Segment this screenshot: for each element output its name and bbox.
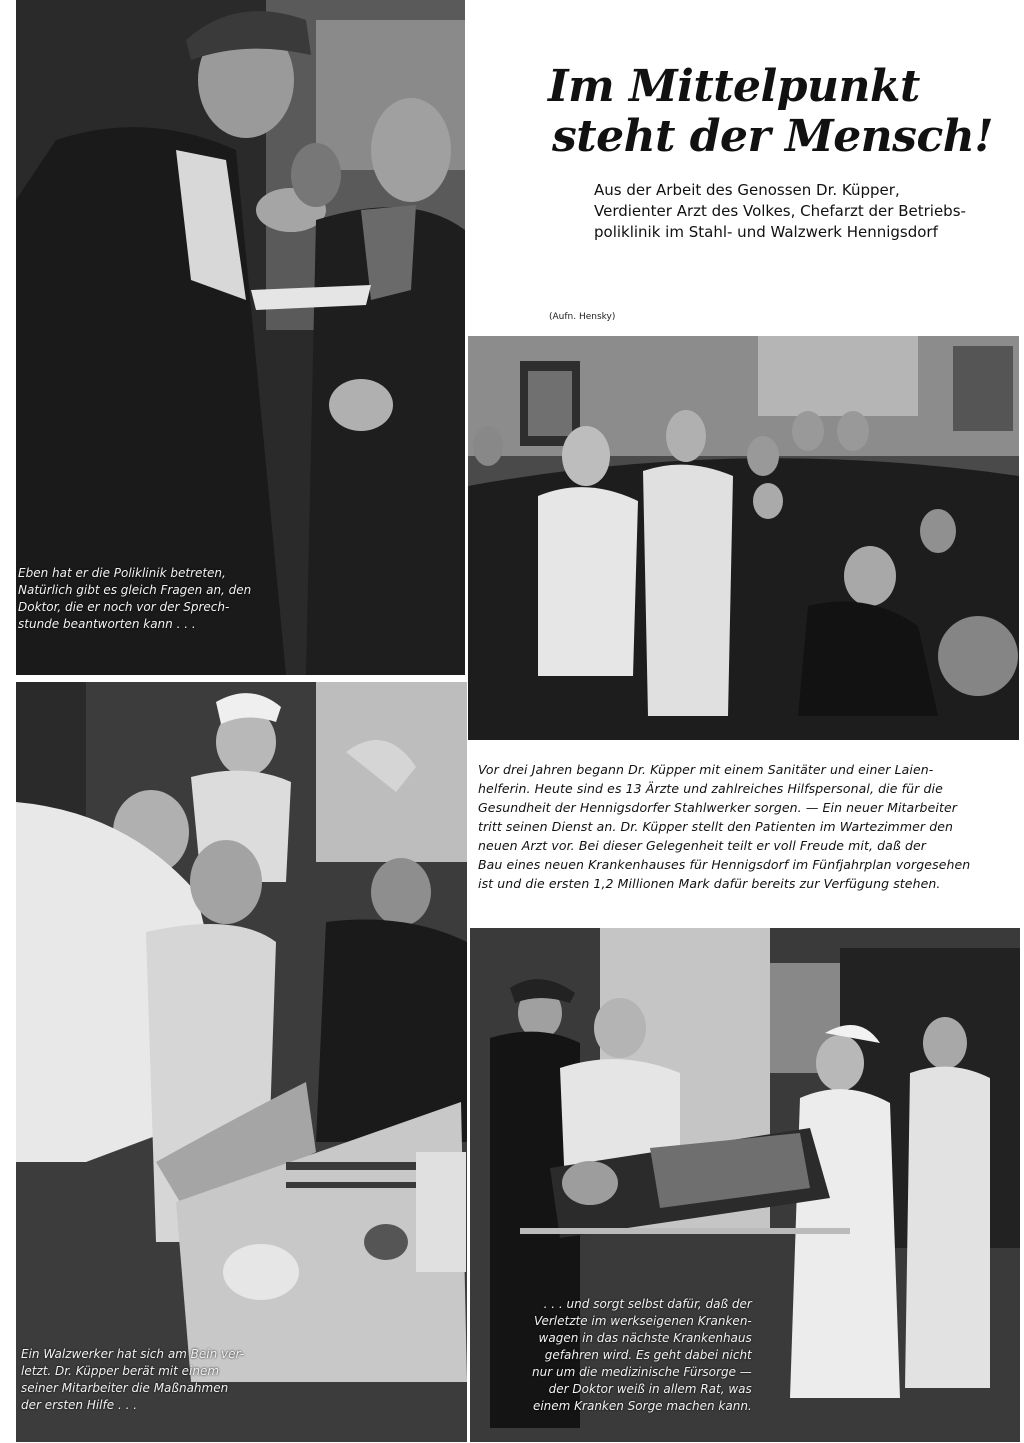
caption-line: Natürlich gibt es gleich Fragen an, den	[18, 583, 252, 597]
caption-line: nur um die medizinische Fürsorge —	[532, 1365, 752, 1379]
photo-doctor-with-patient	[16, 0, 465, 675]
caption-line: . . . und sorgt selbst dafür, daß der	[543, 1297, 752, 1311]
caption-line: Vor drei Jahren begann Dr. Küpper mit einem Sanitäter und einer Laien-	[478, 762, 934, 777]
caption-line: tritt seinen Dienst an. Dr. Küpper stellt den Patienten im Wartezimmer den	[478, 819, 954, 834]
subtitle-line: poliklinik im Stahl- und Walzwerk Hennigsdorf	[594, 223, 938, 241]
page-title	[548, 62, 1008, 162]
caption-line: einem Kranken Sorge machen kann.	[532, 1399, 752, 1413]
subtitle-line: Aus der Arbeit des Genossen Dr. Küpper,	[594, 181, 900, 199]
photo-first-aid-icon	[16, 682, 467, 1442]
subtitle	[594, 180, 1014, 243]
photo-stretcher-ambulance	[470, 928, 1020, 1442]
caption-line: wagen in das nächste Krankenhaus	[538, 1331, 752, 1345]
caption-line: Verletzte im werkseigenen Kranken-	[533, 1314, 752, 1328]
caption-line: letzt. Dr. Küpper berät mit einem	[21, 1364, 220, 1378]
photo-waiting-room	[468, 336, 1019, 740]
photo-credit: (Aufn. Hensky)	[549, 312, 616, 322]
caption-line: Ein Walzwerker hat sich am Bein ver-	[21, 1347, 245, 1361]
title-line: steht der Mensch!	[552, 111, 994, 162]
caption-line: der ersten Hilfe . . .	[21, 1398, 138, 1412]
caption-line: Doktor, die er noch vor der Sprech-	[18, 600, 230, 614]
title-line: Im Mittelpunkt	[548, 61, 920, 112]
caption-line: Eben hat er die Poliklinik betreten,	[18, 566, 226, 580]
caption-line: helferin. Heute sind es 13 Ärzte und zahlreiches Hilfspersonal, die für die	[478, 781, 943, 796]
caption-line: gefahren wird. Es geht dabei nicht	[544, 1348, 752, 1362]
caption-line: Gesundheit der Hennigsdorfer Stahlwerker sorgen. — Ein neuer Mitarbeiter	[478, 800, 957, 815]
subtitle-line: Verdienter Arzt des Volkes, Chefarzt der Betriebs-	[594, 202, 966, 220]
photo-caption-waiting-room	[478, 760, 1012, 893]
caption-line: ist und die ersten 1,2 Millionen Mark dafür bereits zur Verfügung stehen.	[478, 876, 941, 891]
caption-line: Bau eines neuen Krankenhauses für Hennigsdorf im Fünfjahrplan vorgesehen	[478, 857, 971, 872]
caption-line: der Doktor weiß in allem Rat, was	[548, 1382, 752, 1396]
photo-caption-bottom-right	[532, 1296, 752, 1415]
caption-line: seiner Mitarbeiter die Maßnahmen	[21, 1381, 229, 1395]
photo-waiting-room-icon	[468, 336, 1019, 740]
caption-line: neuen Arzt vor. Bei dieser Gelegenheit teilt er voll Freude mit, daß der	[478, 838, 927, 853]
photo-first-aid	[16, 682, 467, 1442]
photo-caption-bottom-left	[21, 1346, 244, 1414]
photo-caption-top-left	[18, 565, 251, 633]
caption-line: stunde beantworten kann . . .	[18, 617, 196, 631]
